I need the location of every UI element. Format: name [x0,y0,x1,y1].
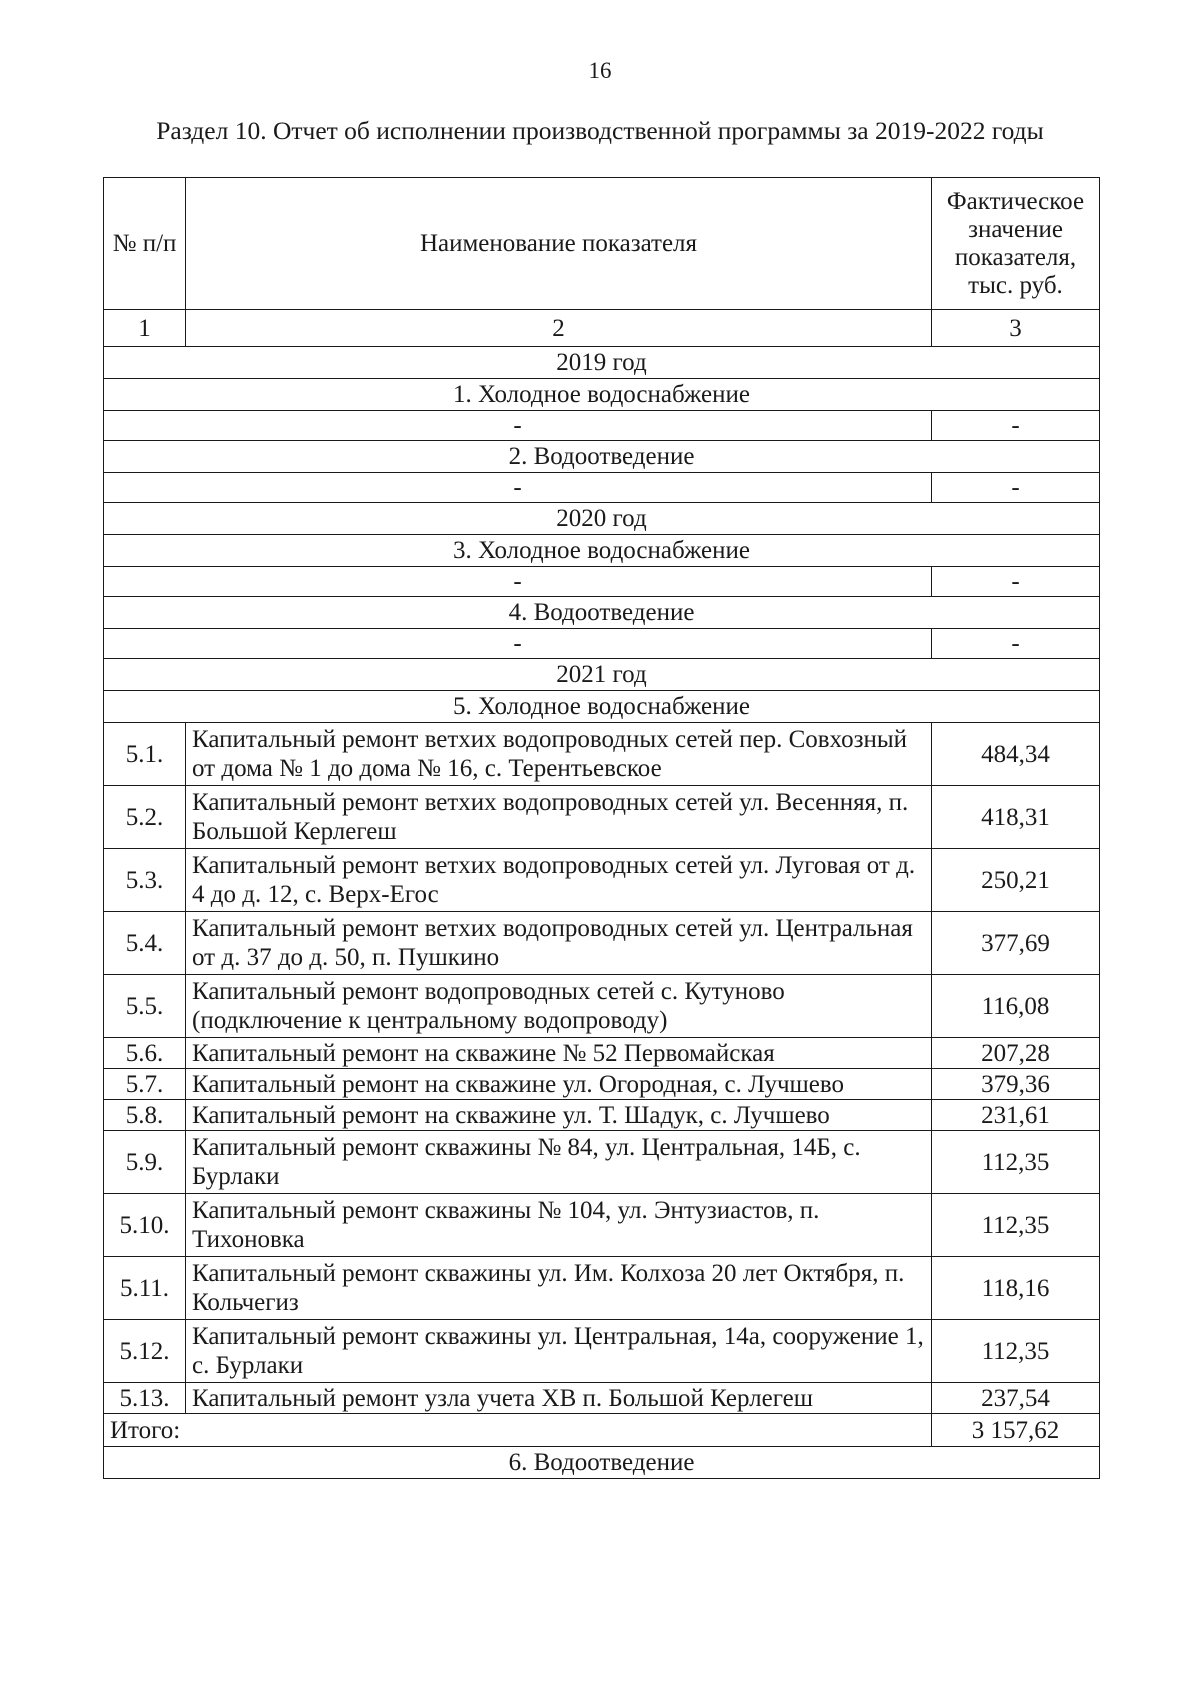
row-number: 5.3. [104,849,186,912]
subsection-row [104,535,1100,567]
empty-row [104,567,1100,597]
row-number: 5.8. [104,1100,186,1131]
subsection-row [104,1447,1100,1479]
row-number: 5.4. [104,912,186,975]
column-index-row [104,310,1100,347]
total-row [104,1414,1100,1447]
row-name: Капитальный ремонт ветхих водопроводных сетей ул. Весенняя, п. Большой Керлегеш [186,786,932,849]
dash-cell: - [932,629,1100,659]
row-name: Капитальный ремонт водопроводных сетей с. Кутуново (подключение к центральному водопроводу) [186,975,932,1038]
row-number: 5.9. [104,1131,186,1194]
dash-cell: - [104,629,932,659]
subsection-label: 3. Холодное водоснабжение [104,535,1100,567]
row-value: 418,31 [932,786,1100,849]
row-number: 5.1. [104,723,186,786]
table-row [104,849,1100,912]
row-value: 377,69 [932,912,1100,975]
subsection-label: 4. Водоотведение [104,597,1100,629]
table-row [104,1194,1100,1257]
row-name: Капитальный ремонт ветхих водопроводных сетей пер. Совхозный от дома № 1 до дома № 16, с. Терентьевское [186,723,932,786]
table-row [104,975,1100,1038]
table-row [104,1038,1100,1069]
header-name: Наименование показателя [186,178,932,310]
total-label: Итого: [104,1414,932,1447]
subsection-label: 6. Водоотведение [104,1447,1100,1479]
row-name: Капитальный ремонт скважины ул. Центральная, 14а, сооружение 1, с. Бурлаки [186,1320,932,1383]
column-index: 1 [104,310,186,347]
year-row [104,503,1100,535]
dash-cell: - [932,567,1100,597]
row-number: 5.13. [104,1383,186,1414]
total-value: 3 157,62 [932,1414,1100,1447]
row-value: 112,35 [932,1320,1100,1383]
table-row [104,1383,1100,1414]
row-name: Капитальный ремонт ветхих водопроводных сетей ул. Луговая от д. 4 до д. 12, с. Верх-Егос [186,849,932,912]
empty-row [104,629,1100,659]
table-row [104,1100,1100,1131]
row-number: 5.12. [104,1320,186,1383]
column-index: 2 [186,310,932,347]
row-number: 5.10. [104,1194,186,1257]
row-number: 5.5. [104,975,186,1038]
table-row [104,723,1100,786]
row-name: Капитальный ремонт узла учета ХВ п. Большой Керлегеш [186,1383,932,1414]
row-value: 237,54 [932,1383,1100,1414]
row-name: Капитальный ремонт скважины № 84, ул. Центральная, 14Б, с. Бурлаки [186,1131,932,1194]
table-row [104,1257,1100,1320]
row-name: Капитальный ремонт ветхих водопроводных сетей ул. Центральная от д. 37 до д. 50, п. Пушкино [186,912,932,975]
dash-cell: - [932,411,1100,441]
subsection-row [104,691,1100,723]
dash-cell: - [104,473,932,503]
row-value: 112,35 [932,1194,1100,1257]
row-name: Капитальный ремонт на скважине ул. Огородная, с. Лучшево [186,1069,932,1100]
dash-cell: - [932,473,1100,503]
subsection-row [104,379,1100,411]
year-row [104,347,1100,379]
empty-row [104,411,1100,441]
page-number: 16 [588,58,612,83]
subsection-row [104,597,1100,629]
dash-cell: - [104,411,932,441]
row-value: 484,34 [932,723,1100,786]
empty-row [104,473,1100,503]
table-row [104,786,1100,849]
table-header-row [104,178,1100,310]
year-label: 2019 год [104,347,1100,379]
table-row [104,1131,1100,1194]
row-number: 5.6. [104,1038,186,1069]
row-value: 207,28 [932,1038,1100,1069]
report-table [103,177,1100,1479]
subsection-label: 1. Холодное водоснабжение [104,379,1100,411]
row-value: 118,16 [932,1257,1100,1320]
year-row [104,659,1100,691]
subsection-label: 5. Холодное водоснабжение [104,691,1100,723]
row-name: Капитальный ремонт на скважине № 52 Первомайская [186,1038,932,1069]
row-name: Капитальный ремонт скважины № 104, ул. Энтузиастов, п. Тихоновка [186,1194,932,1257]
row-name: Капитальный ремонт скважины ул. Им. Колхоза 20 лет Октября, п. Кольчегиз [186,1257,932,1320]
table-row [104,1320,1100,1383]
header-num: № п/п [104,178,186,310]
section-title: Раздел 10. Отчет об исполнении производственной программы за 2019-2022 годы [156,116,1044,145]
row-number: 5.11. [104,1257,186,1320]
row-value: 379,36 [932,1069,1100,1100]
row-value: 112,35 [932,1131,1100,1194]
subsection-label: 2. Водоотведение [104,441,1100,473]
row-number: 5.7. [104,1069,186,1100]
dash-cell: - [104,567,932,597]
row-value: 116,08 [932,975,1100,1038]
row-number: 5.2. [104,786,186,849]
subsection-row [104,441,1100,473]
column-index: 3 [932,310,1100,347]
year-label: 2021 год [104,659,1100,691]
year-label: 2020 год [104,503,1100,535]
header-value: Фактическое значение показателя, тыс. руб. [932,178,1100,310]
row-value: 231,61 [932,1100,1100,1131]
row-value: 250,21 [932,849,1100,912]
row-name: Капитальный ремонт на скважине ул. Т. Шадук, с. Лучшево [186,1100,932,1131]
table-row [104,912,1100,975]
table-row [104,1069,1100,1100]
